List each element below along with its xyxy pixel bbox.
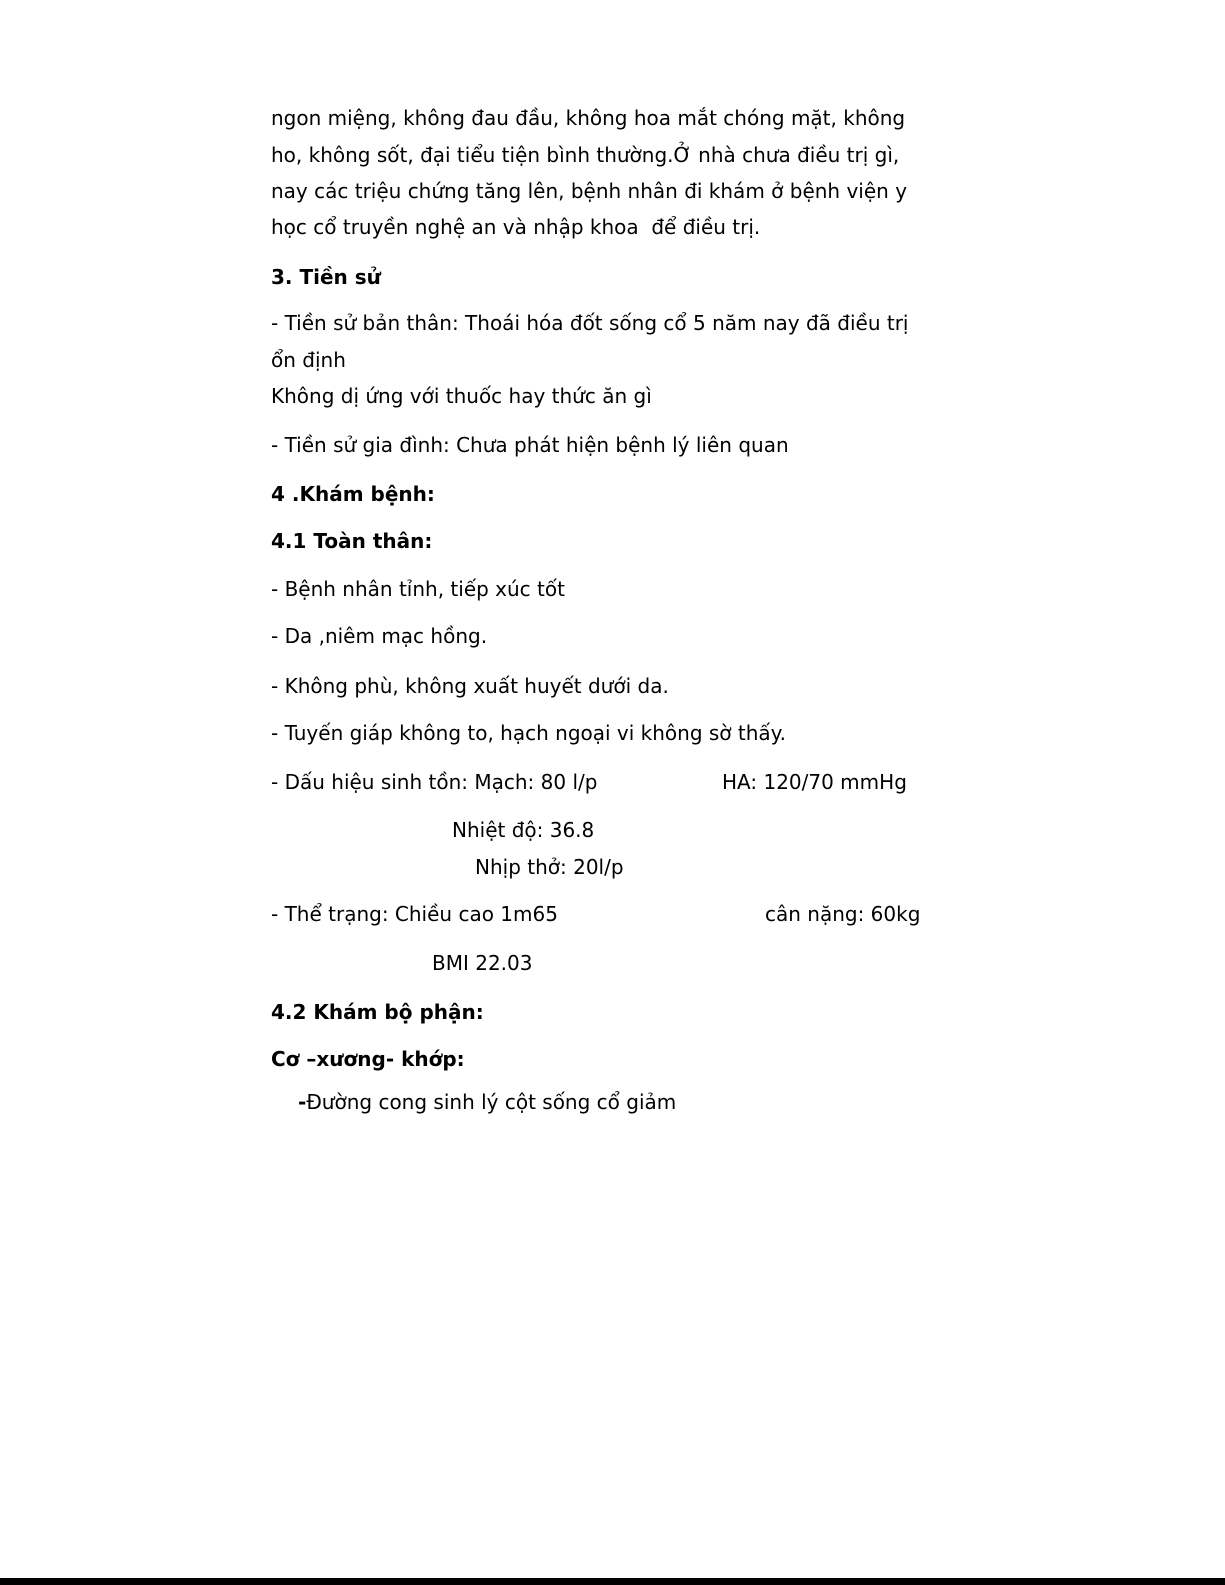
weight-value: cân nặng: 60kg [765, 902, 921, 926]
history-line-4: học cổ truyền nghệ an và nhập khoa để điều trị. [271, 215, 761, 239]
section-4-2-heading: 4.2 Khám bộ phận: [271, 1000, 484, 1024]
page-bottom-border [0, 1578, 1225, 1585]
personal-history-line-2: ổn định [271, 348, 346, 372]
temperature-value: Nhiệt độ: 36.8 [452, 818, 595, 842]
consciousness-line: - Bệnh nhân tỉnh, tiếp xúc tốt [271, 577, 565, 601]
allergy-line: Không dị ứng với thuốc hay thức ăn gì [271, 384, 652, 408]
spine-bullet-dash: - [298, 1090, 307, 1114]
spine-curve-line [298, 1090, 676, 1114]
skin-line: - Da ,niêm mạc hồng. [271, 624, 488, 648]
history-line-3: nay các triệu chứng tăng lên, bệnh nhân đi khám ở bệnh viện y [271, 179, 908, 203]
bmi-value: BMI 22.03 [432, 951, 533, 975]
musculoskeletal-heading: Cơ –xương- khớp: [271, 1047, 465, 1071]
history-line-1: ngon miệng, không đau đầu, không hoa mắt chóng mặt, không [271, 106, 906, 130]
vitals-pulse-line: - Dấu hiệu sinh tồn: Mạch: 80 l/p [271, 770, 598, 794]
thyroid-line: - Tuyến giáp không to, hạch ngoại vi không sờ thấy. [271, 721, 787, 745]
personal-history-line-1: - Tiền sử bản thân: Thoái hóa đốt sống cổ 5 năm nay đã điều trị [271, 311, 909, 335]
spine-curve-text: Đường cong sinh lý cột sống cổ giảm [306, 1090, 677, 1114]
physique-height-line: - Thể trạng: Chiều cao 1m65 [271, 902, 558, 926]
section-4-1-heading: 4.1 Toàn thân: [271, 529, 433, 553]
edema-line: - Không phù, không xuất huyết dưới da. [271, 674, 669, 698]
respiration-value: Nhịp thở: 20l/p [475, 855, 624, 879]
history-line-2: ho, không sốt, đại tiểu tiện bình thường.Ở nhà chưa điều trị gì, [271, 143, 900, 167]
blood-pressure-value: HA: 120/70 mmHg [722, 770, 907, 794]
section-4-heading: 4 .Khám bệnh: [271, 482, 435, 506]
section-3-heading: 3. Tiền sử [271, 265, 381, 289]
family-history-line: - Tiền sử gia đình: Chưa phát hiện bệnh lý liên quan [271, 433, 789, 457]
